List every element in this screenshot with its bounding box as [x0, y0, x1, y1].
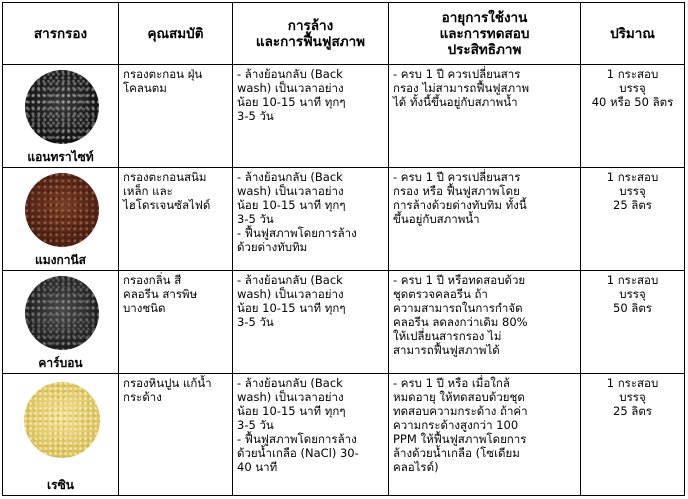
cleaning-cell	[233, 168, 389, 271]
table-row	[3, 374, 685, 496]
lifetime-line: ความสามารถในการกำจัด	[393, 301, 523, 315]
cleaning-line: wash) เป็นเวลาอย่าง	[237, 390, 344, 404]
lifetime-cell	[389, 374, 581, 496]
quantity-line: 1 กระสอบ	[606, 273, 659, 287]
lifetime-line: - ครบ 1 ปี หรือทดสอบด้วย	[393, 273, 526, 287]
lifetime-cell	[389, 271, 581, 374]
lifetime-line: กรอง หรือ ฟื้นฟูสภาพโดย	[393, 184, 520, 198]
header-cleaning-line: และการฟื้นฟูสภาพ	[255, 33, 366, 50]
lifetime-cell	[389, 168, 581, 271]
cleaning-line: ด้วยน้ำเกลือ (NaCl) 30-	[237, 446, 359, 460]
cleaning-cell	[233, 65, 389, 168]
lifetime-line: คลอไรด์)	[393, 460, 439, 474]
cleaning-line: wash) เป็นเวลาอย่าง	[237, 287, 344, 301]
property-line: กรองตะกอนสนิม	[123, 170, 207, 184]
lifetime-cell	[389, 65, 581, 168]
quantity-cell	[581, 168, 685, 271]
cleaning-line: wash) เป็นเวลาอย่าง	[237, 184, 344, 198]
quantity-line: 25 ลิตร	[613, 198, 652, 212]
quantity-cell	[581, 271, 685, 374]
cleaning-line: - ล้างย้อนกลับ (Back	[237, 273, 343, 287]
quantity-line: 1 กระสอบ	[606, 67, 659, 81]
filter-media-table	[2, 2, 685, 496]
property-line: กรองหินปูน แก้น้ำ	[123, 376, 212, 390]
lifetime-line: ทดสอบความกระด้าง ถ้าค่า	[393, 404, 528, 418]
table-row	[3, 65, 685, 168]
lifetime-line: - ครบ 1 ปี หรือ เมื่อใกล้	[393, 376, 510, 390]
cleaning-line: wash) เป็นเวลาอย่าง	[237, 81, 344, 95]
cleaning-line: - ล้างย้อนกลับ (Back	[237, 376, 343, 390]
media-name: คาร์บอน	[38, 356, 83, 370]
quantity-line: บรรจุ	[619, 390, 646, 404]
cleaning-line: 3-5 วัน	[237, 212, 274, 226]
header-property: คุณสมบัติ	[119, 3, 233, 65]
media-name: เรซิน	[47, 478, 74, 492]
media-cell	[3, 168, 119, 271]
property-line: กระด้าง	[123, 390, 162, 404]
cleaning-line: ด้วยด่างทับทิม	[237, 240, 308, 254]
media-cell	[3, 271, 119, 374]
lifetime-line: ล้างด้วยน้ำเกลือ (โซเดียม	[393, 446, 520, 460]
property-line: กรองตะกอน ฝุ่น	[123, 67, 203, 81]
quantity-line: บรรจุ	[619, 184, 646, 198]
header-lifetime-line: และการทดสอบ	[439, 25, 530, 42]
property-cell	[119, 374, 233, 496]
property-line: คลอรีน สารพิษ	[123, 287, 198, 301]
cleaning-line: น้อย 10-15 นาที ทุกๆ	[237, 404, 346, 418]
header-quantity: ปริมาณ	[581, 3, 685, 65]
lifetime-line: ให้เปลี่ยนสารกรอง ไม่	[393, 329, 502, 343]
cleaning-cell	[233, 374, 389, 496]
property-line: เหล็ก และ	[123, 184, 173, 198]
header-cleaning-line: การล้าง	[287, 17, 334, 34]
lifetime-line: หมดอายุ ให้ทดสอบด้วยชุด	[393, 390, 525, 404]
property-cell	[119, 168, 233, 271]
quantity-line: บรรจุ	[619, 287, 646, 301]
lifetime-line: การล้างด้วยด่างทับทิม ทั้งนี้	[393, 198, 527, 212]
cleaning-line: 40 นาที	[237, 460, 278, 474]
anthracite-granules-image	[25, 70, 99, 144]
cleaning-line: น้อย 10-15 นาที ทุกๆ	[237, 301, 346, 315]
lifetime-line: สามารถฟื้นฟูสภาพได้	[393, 343, 500, 357]
quantity-cell	[581, 65, 685, 168]
media-name: แมงกานีส	[34, 253, 87, 267]
property-cell	[119, 271, 233, 374]
cleaning-line: - ฟื้นฟูสภาพโดยการล้าง	[237, 432, 357, 446]
media-name: แอนทราไซท์	[27, 150, 94, 164]
property-line: กรองกลิ่น สี	[123, 273, 182, 287]
lifetime-line: คลอรีน ลดลงกว่าเดิม 80%	[393, 315, 528, 329]
table-row	[3, 168, 685, 271]
property-line: ไฮโดรเจนซัลไฟด์	[123, 198, 211, 212]
lifetime-line: ได้ ทั้งนี้ขึ้นอยู่กับสภาพน้ำ	[393, 95, 518, 109]
carbon-granules-image	[25, 276, 99, 350]
quantity-cell	[581, 374, 685, 496]
lifetime-line: PPM ให้ฟื้นฟูสภาพโดยการ	[393, 432, 527, 446]
table-header-row	[3, 3, 685, 65]
quantity-line: บรรจุ	[619, 81, 646, 95]
header-cleaning	[233, 3, 389, 65]
property-cell	[119, 65, 233, 168]
property-line: บางชนิด	[123, 301, 166, 315]
header-lifetime-line: อายุการใช้งาน	[441, 9, 528, 26]
lifetime-line: กรอง ไม่สามารถฟื้นฟูสภาพ	[393, 81, 530, 95]
cleaning-line: 3-5 วัน	[237, 315, 274, 329]
cleaning-line: น้อย 10-15 นาที ทุกๆ	[237, 95, 346, 109]
property-line: โคลนตม	[123, 81, 167, 95]
lifetime-line: - ครบ 1 ปี ควรเปลี่ยนสาร	[393, 67, 521, 81]
lifetime-line: ความกระด้างสูงกว่า 100	[393, 418, 519, 432]
quantity-line: 25 ลิตร	[613, 404, 652, 418]
header-media: สารกรอง	[3, 3, 119, 65]
quantity-line: 40 หรือ 50 ลิตร	[591, 95, 674, 109]
cleaning-line: 3-5 วัน	[237, 418, 274, 432]
cleaning-line: - ล้างย้อนกลับ (Back	[237, 170, 343, 184]
lifetime-line: ชุดตรวจคลอรีน ถ้า	[393, 287, 488, 301]
cleaning-line: น้อย 10-15 นาที ทุกๆ	[237, 198, 346, 212]
header-lifetime-line: ประสิทธิภาพ	[447, 41, 522, 58]
table-row	[3, 271, 685, 374]
media-cell	[3, 374, 119, 496]
quantity-line: 1 กระสอบ	[606, 376, 659, 390]
lifetime-line: - ครบ 1 ปี ควรเปลี่ยนสาร	[393, 170, 521, 184]
quantity-line: 50 ลิตร	[613, 301, 652, 315]
manganese-granules-image	[25, 173, 99, 247]
cleaning-line: - ฟื้นฟูสภาพโดยการล้าง	[237, 226, 357, 240]
header-lifetime	[389, 3, 581, 65]
resin-beads-image	[24, 382, 100, 458]
cleaning-line: - ล้างย้อนกลับ (Back	[237, 67, 343, 81]
media-cell	[3, 65, 119, 168]
cleaning-cell	[233, 271, 389, 374]
quantity-line: 1 กระสอบ	[606, 170, 659, 184]
cleaning-line: 3-5 วัน	[237, 109, 274, 123]
lifetime-line: ขึ้นอยู่กับสภาพน้ำ	[393, 212, 480, 226]
